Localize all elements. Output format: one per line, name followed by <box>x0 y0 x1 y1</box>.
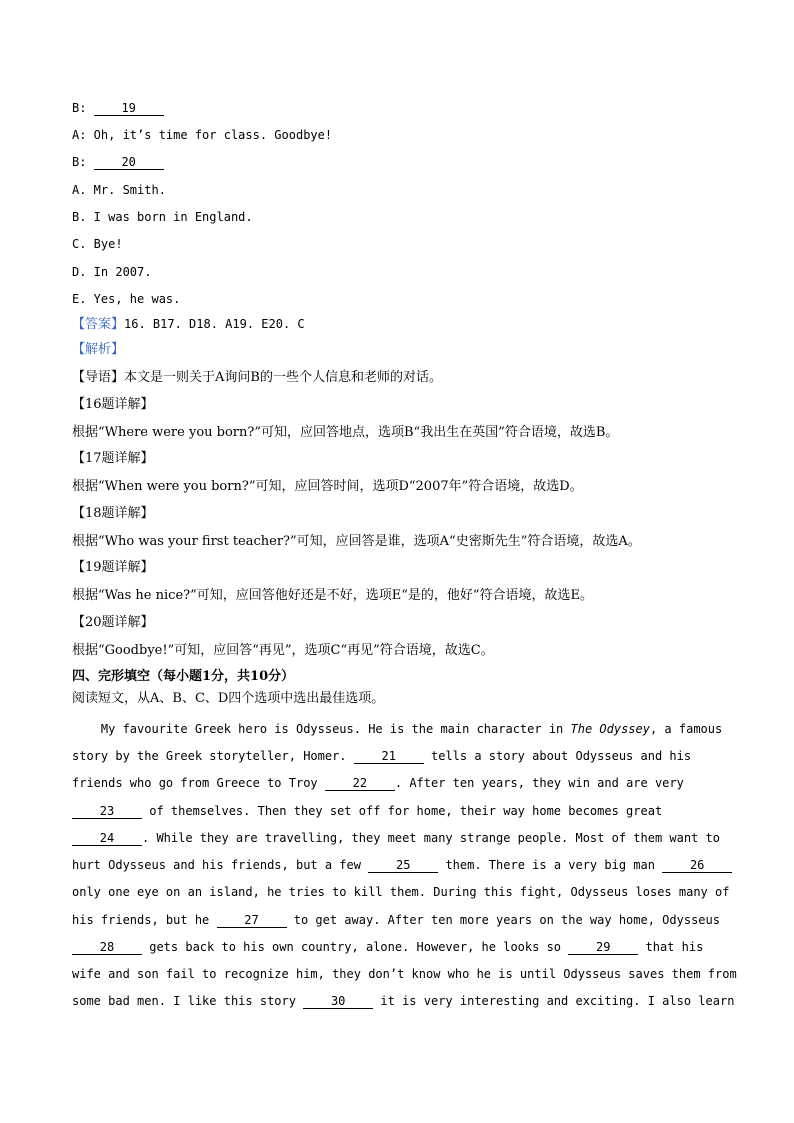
guide-label: 【导语】 <box>72 370 125 385</box>
cloze-blank-26: 26 <box>662 859 732 873</box>
option-b: B. I was born in England. <box>72 210 253 224</box>
passage-line-8: his friends, but he 27 to get away. After ten more years on the way home, Odysseus <box>72 913 720 927</box>
detail-20-text: 根据“Goodbye!”可知，应回答“再见”，选项C“再见”符合语境，故选C。 <box>72 643 494 658</box>
passage-line-1: My favourite Greek hero is Odysseus. He is the main character in The Odyssey, a famous <box>72 722 723 736</box>
passage-line-10: wife and son fail to recognize him, they don’t know who he is until Odysseus saves them from <box>72 967 737 981</box>
option-c: C. Bye! <box>72 237 123 251</box>
detail-18-text: 根据“Who was your first teacher?”可知，应回答是谁，选项A“史密斯先生”符合语境，故选A。 <box>72 534 641 549</box>
detail-19-title: 【19题详解】 <box>72 560 154 575</box>
detail-16-title: 【16题详解】 <box>72 397 154 412</box>
analysis-label: 【解析】 <box>72 342 125 357</box>
book-title: The Odyssey <box>570 722 650 736</box>
dialogue-line-b19: B: 19 <box>72 100 164 116</box>
cloze-blank-30: 30 <box>303 995 373 1009</box>
cloze-blank-23: 23 <box>72 805 142 819</box>
cloze-blank-27: 27 <box>217 914 287 928</box>
section-4-title: 四、完形填空（每小题1分，共10分） <box>72 669 295 684</box>
option-d: D. In 2007. <box>72 265 152 279</box>
passage-line-5: 24 . While they are travelling, they meet many strange people. Most of them want to <box>72 830 720 846</box>
passage-line-9: 28 gets back to his own country, alone. However, he looks so 29 that his <box>72 939 703 955</box>
passage-line-4: 23 of themselves. Then they set off for home, their way home becomes great <box>72 803 662 819</box>
option-e: E. Yes, he was. <box>72 292 181 306</box>
answer-blank-20: 20 <box>94 156 164 170</box>
cloze-blank-28: 28 <box>72 941 142 955</box>
passage-line-3: friends who go from Greece to Troy 22 . After ten years, they win and are very <box>72 776 684 790</box>
guide-text: 本文是一则关于A询问B的一些个人信息和老师的对话。 <box>124 370 442 385</box>
detail-17-text: 根据“When were you born?”可知，应回答时间，选项D“2007年”符合语境，故选D。 <box>72 479 583 494</box>
detail-16-text: 根据“Where were you born?”可知，应回答地点，选项B“我出生在英国”符合语境，故选B。 <box>72 425 619 440</box>
cloze-blank-22: 22 <box>325 777 395 791</box>
dialogue-line-a-goodbye: A: Oh, it’s time for class. Goodbye! <box>72 128 333 142</box>
option-a: A. Mr. Smith. <box>72 183 166 197</box>
dialogue-line-b20: B: 20 <box>72 154 164 170</box>
cloze-blank-25: 25 <box>368 859 438 873</box>
passage-line-11: some bad men. I like this story 30 it is very interesting and exciting. I also learn <box>72 994 735 1008</box>
detail-17-title: 【17题详解】 <box>72 451 154 466</box>
answer-label: 【答案】 <box>72 317 125 332</box>
passage-line-6: hurt Odysseus and his friends, but a few 25 them. There is a very big man 26 <box>72 857 732 873</box>
cloze-blank-24: 24 <box>72 832 142 846</box>
answer-line <box>72 316 305 333</box>
answer-blank-19: 19 <box>94 102 164 116</box>
detail-19-text: 根据“Was he nice?”可知，应回答他好还是不好，选项E“是的，他好”符合语境，故选E。 <box>72 588 594 603</box>
passage-line-7: only one eye on an island, he tries to kill them. During this fight, Odysseus loses many of <box>72 885 730 899</box>
answer-text: 16. B17. D18. A19. E20. C <box>124 317 305 331</box>
detail-20-title: 【20题详解】 <box>72 615 154 630</box>
passage-line-2: story by the Greek storyteller, Homer. 21 tells a story about Odysseus and his <box>72 749 692 763</box>
guide-line <box>72 370 442 386</box>
cloze-blank-29: 29 <box>568 941 638 955</box>
cloze-blank-21: 21 <box>354 750 424 764</box>
detail-18-title: 【18题详解】 <box>72 506 154 521</box>
section-4-instruction: 阅读短文，从A、B、C、D四个选项中选出最佳选项。 <box>72 691 385 706</box>
